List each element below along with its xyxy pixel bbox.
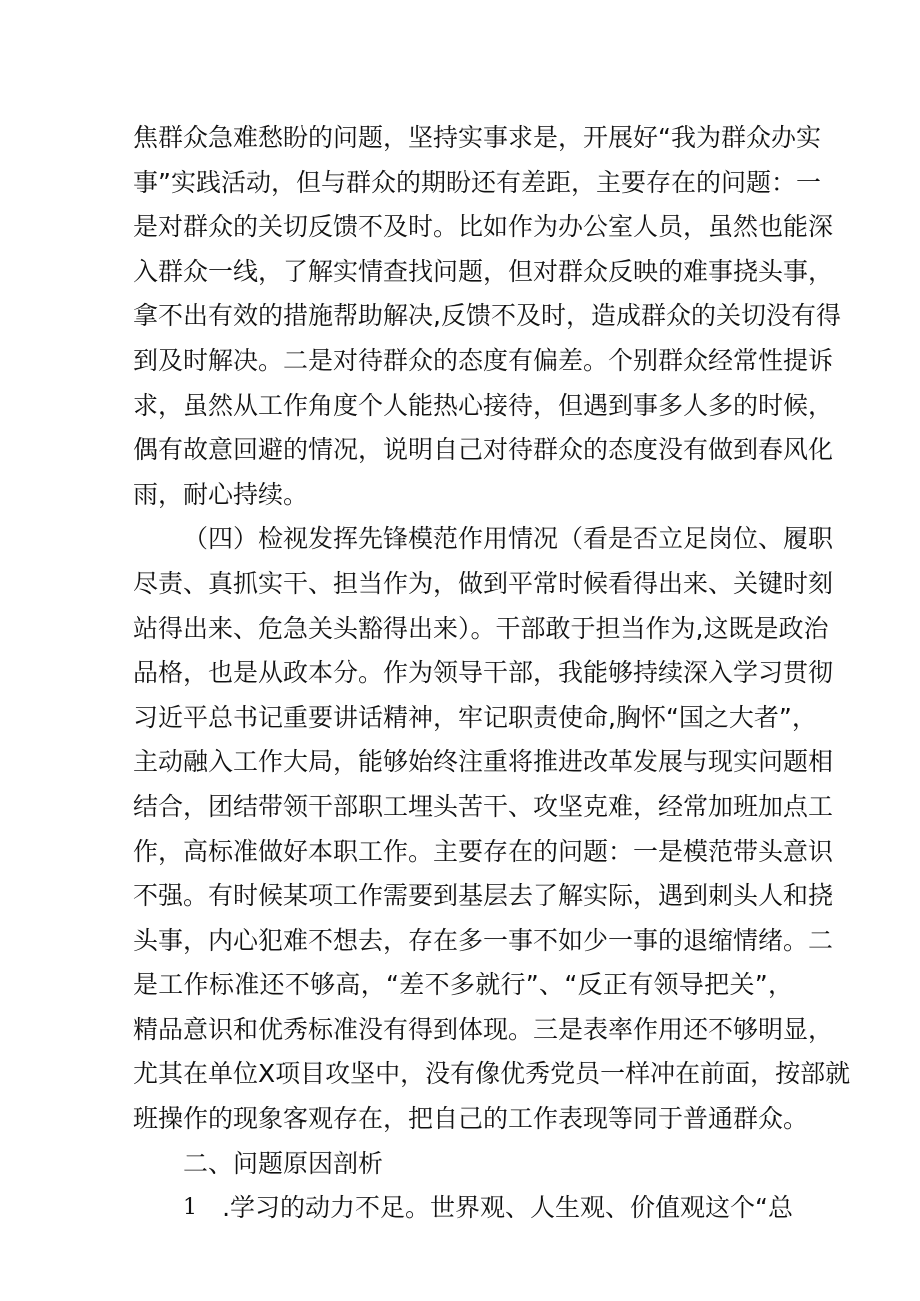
paragraph-line: 事”实践活动，但与群众的期盼还有差距，主要存在的问题：一 (133, 167, 821, 197)
paragraph-line: 班操作的现象客观存在，把自己的工作表现等同于普通群众。 (133, 1104, 809, 1134)
document-body (133, 116, 851, 1231)
paragraph-line: 作，高标准做好本职工作。主要存在的问题：一是模范带头意识 (133, 836, 834, 866)
paragraph-line: 偶有故意回避的情况，说明自己对待群众的态度没有做到春风化 (133, 435, 834, 465)
paragraph-line: 焦群众急难愁盼的问题，坚持实事求是，开展好“我为群众办实 (133, 123, 821, 152)
paragraph-line: 精品意识和优秀标准没有得到体现。三是表率作用还不够明显， (133, 1014, 834, 1044)
paragraph-line: 是工作标准还不够高，“差不多就行”、“反正有领导把关”， (133, 970, 793, 1000)
paragraph-line: 尤其在单位X项目攻坚中，没有像优秀党员一样冲在前面，按部就 (133, 1059, 851, 1089)
paragraph-line: 雨，耐心持续。 (133, 479, 309, 509)
paragraph-line: 不强。有时候某项工作需要到基层去了解实际，遇到刺头人和挠 (133, 881, 834, 911)
paragraph-line: 拿不出有效的措施帮助解决,反馈不及时，造成群众的关切没有得 (133, 301, 841, 331)
item-text: .学习的动力不足。世界观、人生观、价值观这个“总 (222, 1193, 793, 1223)
paragraph-line: 入群众一线，了解实情查找问题，但对群众反映的难事挠头事， (133, 256, 834, 286)
paragraph-line: （四）检视发挥先锋模范作用情况（看是否立足岗位、履职 (183, 524, 834, 554)
paragraph-1 (133, 116, 841, 517)
paragraph-line: 头事，内心犯难不想去，存在多一事不如少一事的退缩情绪。二 (133, 925, 834, 955)
paragraph-2 (133, 517, 851, 1141)
paragraph-line: 品格，也是从政本分。作为领导干部，我能够持续深入学习贯彻 (133, 658, 834, 688)
paragraph-line: 结合，团结带领干部职工埋头苦干、攻坚克难，经常加班加点工 (133, 791, 834, 821)
paragraph-line: 求，虽然从工作角度个人能热心接待，但遇到事多人多的时候， (133, 390, 834, 420)
paragraph-line: 尽责、真抓实干、担当作为，做到平常时候看得出来、关键时刻 (133, 568, 834, 598)
paragraph-line: 是对群众的关切反馈不及时。比如作为办公室人员，虽然也能深 (133, 212, 834, 242)
numbered-item (133, 1186, 793, 1231)
item-number: 1 (183, 1195, 197, 1221)
paragraph-line: 站得出来、危急关头豁得出来）。干部敢于担当作为,这既是政治 (133, 613, 829, 643)
paragraph-line: 主动融入工作大局，能够始终注重将推进改革发展与现实问题相 (133, 747, 834, 777)
paragraph-line: 到及时解决。二是对待群众的态度有偏差。个别群众经常性提诉 (133, 345, 834, 375)
paragraph-line: 习近平总书记重要讲话精神，牢记职责使命,胸怀“国之大者”， (133, 702, 817, 732)
section-heading: 二、问题原因剖析 (183, 1148, 384, 1178)
